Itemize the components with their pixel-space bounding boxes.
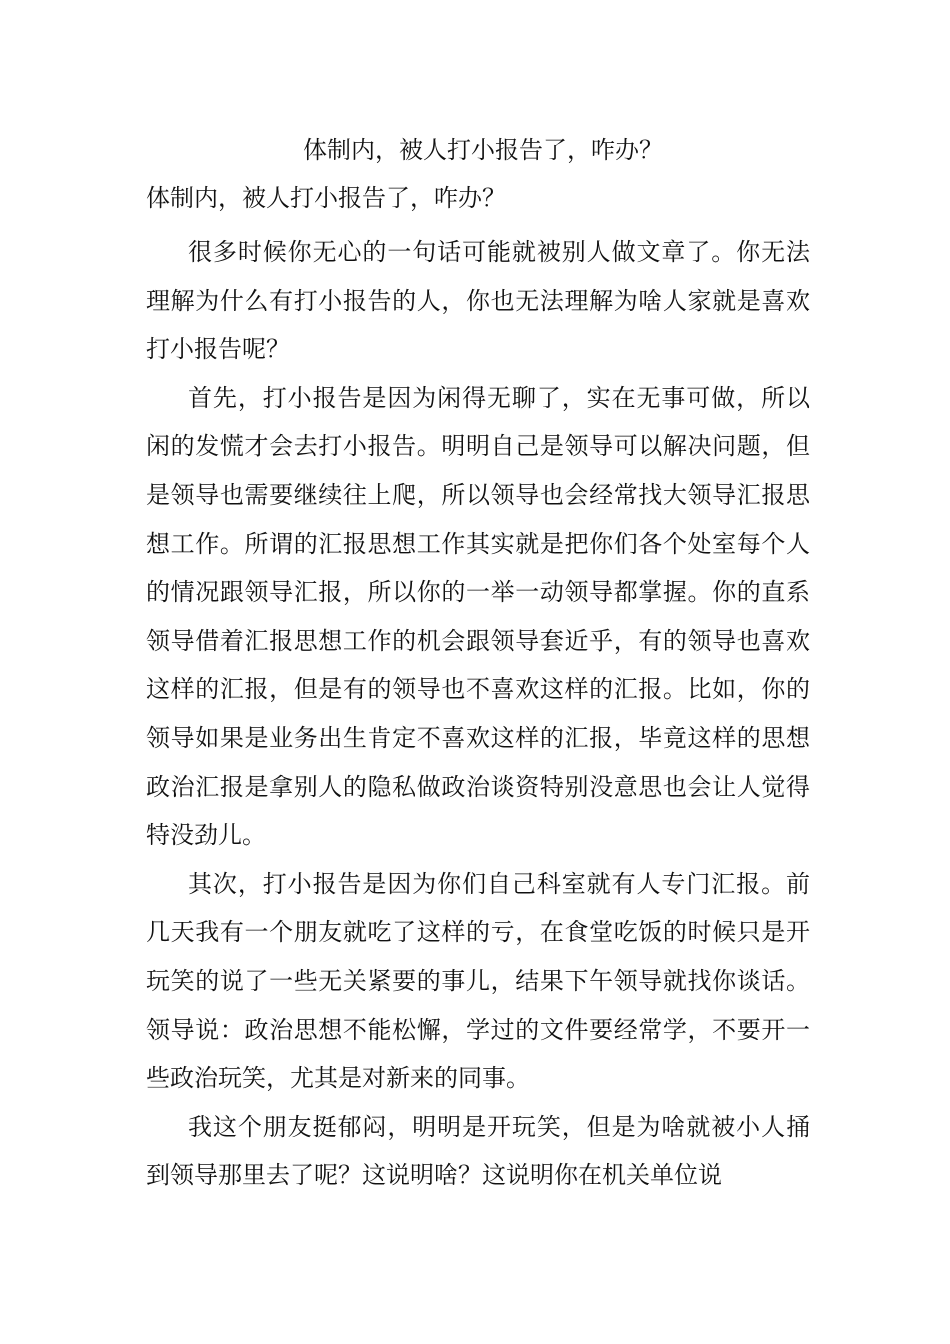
paragraph-2: 首先，打小报告是因为闲得无聊了，实在无事可做，所以闲的发慌才会去打小报告。明明自己是领导可以解决问题，但是领导也需要继续往上爬，所以领导也会经常找大领导汇报思想工作。所谓的汇报思想工作其实就是把你们各个处室每个人的情况跟领导汇报，所以你的一举一动领导都掌握。你的直系领导借着汇报思想工作的机会跟领导套近乎，有的领导也喜欢这样的汇报，但是有的领导也不喜欢这样的汇报。比如，你的领导如果是业务出生肯定不喜欢这样的汇报，毕竟这样的思想政治汇报是拿别人的隐私做政治谈资特别没意思也会让人觉得特没劲儿。 xyxy=(146,383,810,850)
document-body xyxy=(146,228,810,1200)
paragraph-4: 我这个朋友挺郁闷，明明是开玩笑，但是为啥就被小人捅到领导那里去了呢？这说明啥？这说明你在机关单位说 xyxy=(146,1112,810,1190)
document-subtitle: 体制内，被人打小报告了，咋办？ xyxy=(146,184,506,212)
paragraph-1: 很多时候你无心的一句话可能就被别人做文章了。你无法理解为什么有打小报告的人，你也无法理解为啥人家就是喜欢打小报告呢？ xyxy=(146,238,810,364)
paragraph-3: 其次，打小报告是因为你们自己科室就有人专门汇报。前几天我有一个朋友就吃了这样的亏，在食堂吃饭的时候只是开玩笑的说了一些无关紧要的事儿，结果下午领导就找你谈话。领导说：政治思想不能松懈，学过的文件要经常学，不要开一些政治玩笑，尤其是对新来的同事。 xyxy=(146,869,810,1093)
document-title: 体制内，被人打小报告了，咋办？ xyxy=(303,136,663,164)
